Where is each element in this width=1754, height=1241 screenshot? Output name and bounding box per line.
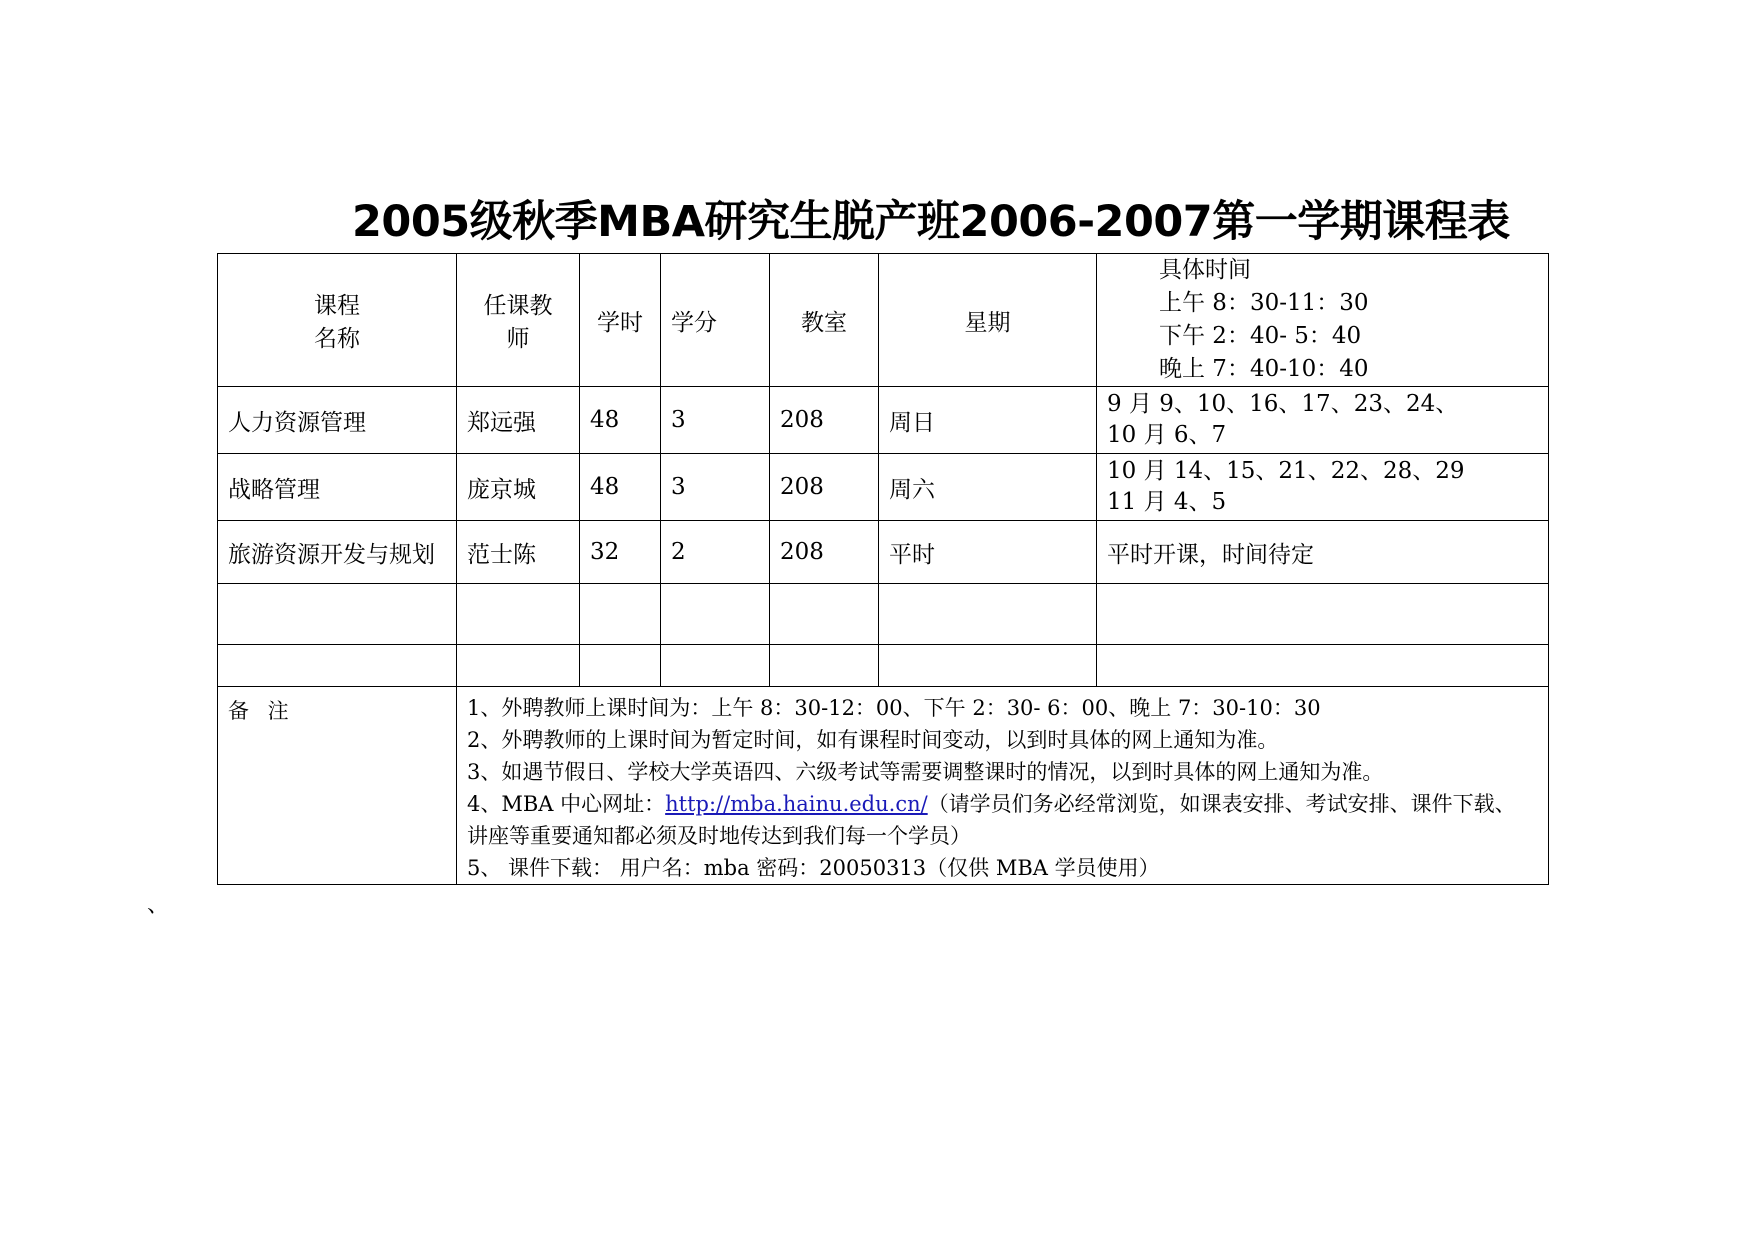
header-time: 具体时间 上午 8：30-11：30 下午 2：40- 5：40 晚上 7：40-10：40: [1097, 254, 1549, 387]
course-day: 周六: [879, 454, 1097, 521]
empty-row: [218, 584, 1549, 645]
header-credits: 学分: [661, 254, 770, 387]
course-room: 208: [770, 521, 879, 584]
table-row: [218, 454, 1549, 521]
course-hours: 48: [580, 454, 661, 521]
notes-row: [218, 687, 1549, 885]
empty-cell: [218, 584, 457, 645]
header-classroom: 教室: [770, 254, 879, 387]
header-course-name: 课程 名称: [218, 254, 457, 387]
note-line: 1、外聘教师上课时间为：上午 8：30-12：00、下午 2：30- 6：00、晚上 7：30-10：30: [467, 696, 1321, 720]
course-dates: 平时开课，时间待定: [1097, 521, 1549, 584]
course-credits: 3: [661, 454, 770, 521]
course-hours: 32: [580, 521, 661, 584]
table-row: [218, 387, 1549, 454]
course-teacher: 庞京城: [457, 454, 580, 521]
empty-cell: [457, 584, 580, 645]
empty-cell: [661, 645, 770, 687]
table-row: [218, 521, 1549, 584]
stray-punctuation: 、: [147, 893, 170, 918]
course-credits: 3: [661, 387, 770, 454]
header-hours: 学时: [580, 254, 661, 387]
course-room: 208: [770, 387, 879, 454]
note-line: 讲座等重要通知都必须及时地传达到我们每一个学员）: [467, 824, 971, 848]
course-name: 人力资源管理: [218, 387, 457, 454]
empty-cell: [457, 645, 580, 687]
empty-row: [218, 645, 1549, 687]
course-day: 周日: [879, 387, 1097, 454]
course-dates: 9 月 9、10、16、17、23、24、 10 月 6、7: [1097, 387, 1549, 454]
header-weekday: 星期: [879, 254, 1097, 387]
empty-cell: [580, 645, 661, 687]
empty-cell: [218, 645, 457, 687]
note-line: 2、外聘教师的上课时间为暂定时间，如有课程时间变动，以到时具体的网上通知为准。: [467, 728, 1279, 752]
note-line: 5、 课件下载： 用户名：mba 密码：20050313（仅供 MBA 学员使用）: [467, 856, 1160, 880]
empty-cell: [580, 584, 661, 645]
empty-cell: [770, 584, 879, 645]
empty-cell: [1097, 645, 1549, 687]
course-hours: 48: [580, 387, 661, 454]
note-line: 4、MBA 中心网址：http://mba.hainu.edu.cn/（请学员们务必经常浏览，如课表安排、考试安排、课件下载、: [467, 792, 1516, 816]
header-row: [218, 254, 1549, 387]
course-name: 旅游资源开发与规划: [218, 521, 457, 584]
page-title: 2005级秋季MBA研究生脱产班2006-2007第一学期课程表: [352, 197, 1510, 247]
notes-content: [457, 687, 1549, 885]
empty-cell: [661, 584, 770, 645]
notes-label: 备 注: [218, 687, 457, 885]
course-teacher: 范士陈: [457, 521, 580, 584]
course-teacher: 郑远强: [457, 387, 580, 454]
empty-cell: [879, 645, 1097, 687]
course-credits: 2: [661, 521, 770, 584]
mba-site-link[interactable]: http://mba.hainu.edu.cn/: [665, 792, 928, 816]
course-room: 208: [770, 454, 879, 521]
course-name: 战略管理: [218, 454, 457, 521]
schedule-table: [217, 253, 1549, 885]
header-teacher: 任课教 师: [457, 254, 580, 387]
empty-cell: [879, 584, 1097, 645]
empty-cell: [1097, 584, 1549, 645]
empty-cell: [770, 645, 879, 687]
note-line: 3、如遇节假日、学校大学英语四、六级考试等需要调整课时的情况，以到时具体的网上通知为准。: [467, 760, 1384, 784]
course-dates: 10 月 14、15、21、22、28、29 11 月 4、5: [1097, 454, 1549, 521]
course-day: 平时: [879, 521, 1097, 584]
